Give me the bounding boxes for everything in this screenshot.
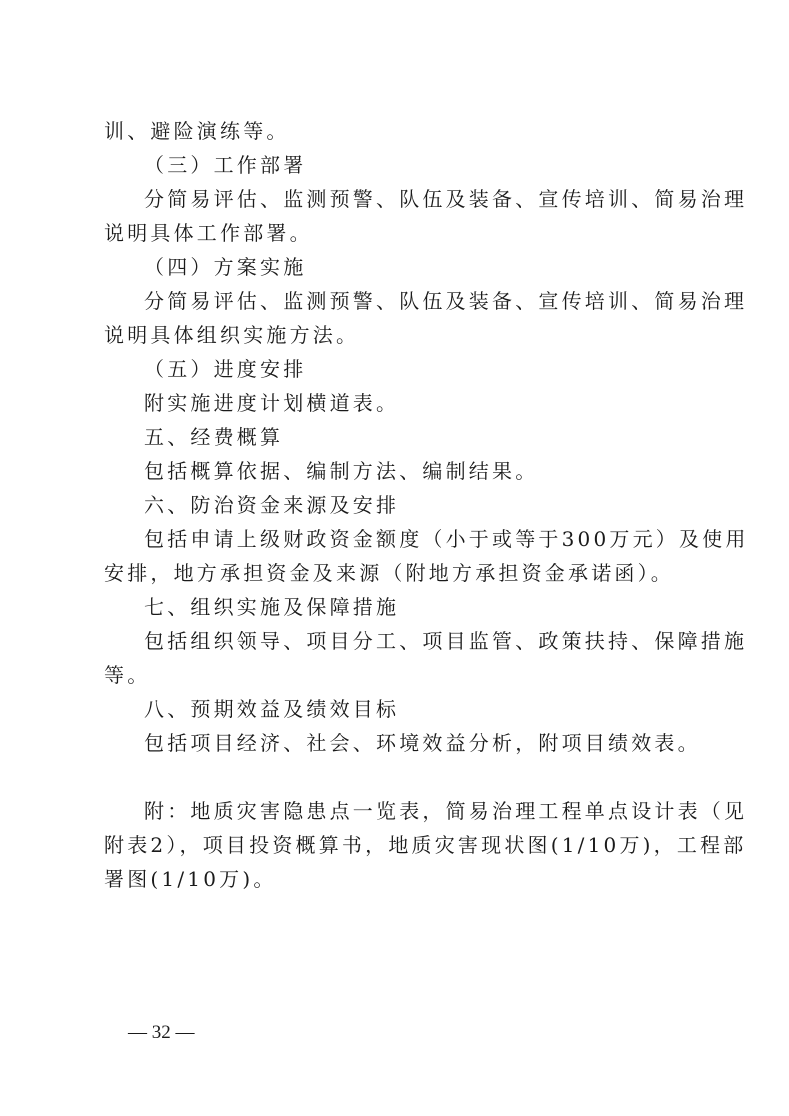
section-heading-organization-safeguards: 七、组织实施及保障措施 [144,595,400,619]
text-line: 等。 [104,663,151,687]
section-heading-budget: 五、经费概算 [144,425,284,449]
text-line: 包括组织领导、项目分工、项目监管、政策扶持、保障措施 [144,629,748,653]
text-line: 包括申请上级财政资金额度（小于或等于300万元）及使用 [144,527,749,551]
text-line: 安排，地方承担资金及来源（附地方承担资金承诺函）。 [104,561,674,585]
text-line: 训、避险演练等。 [104,119,290,143]
attachments-line: 附：地质灾害隐患点一览表，简易治理工程单点设计表（见 [144,799,748,823]
section-heading-work-deployment: （三）工作部署 [144,153,307,177]
text-line: 附实施进度计划横道表。 [144,391,400,415]
section-heading-schedule: （五）进度安排 [144,357,307,381]
text-line: 包括项目经济、社会、环境效益分析，附项目绩效表。 [144,731,701,755]
text-line: 包括概算依据、编制方法、编制结果。 [144,459,539,483]
section-heading-plan-implementation: （四）方案实施 [144,255,307,279]
section-heading-funding-source: 六、防治资金来源及安排 [144,493,400,517]
text-line: 说明具体组织实施方法。 [104,323,360,347]
text-line: 说明具体工作部署。 [104,221,313,245]
text-line: 分简易评估、监测预警、队伍及装备、宣传培训、简易治理 [144,289,748,313]
page-number: — 32 — [128,1022,195,1043]
attachments-line: 附表2），项目投资概算书，地质灾害现状图(1/10万)，工程部 [104,833,747,857]
section-heading-expected-benefits: 八、预期效益及绩效目标 [144,697,400,721]
attachments-line: 署图(1/10万)。 [104,867,277,891]
text-line: 分简易评估、监测预警、队伍及装备、宣传培训、简易治理 [144,187,748,211]
